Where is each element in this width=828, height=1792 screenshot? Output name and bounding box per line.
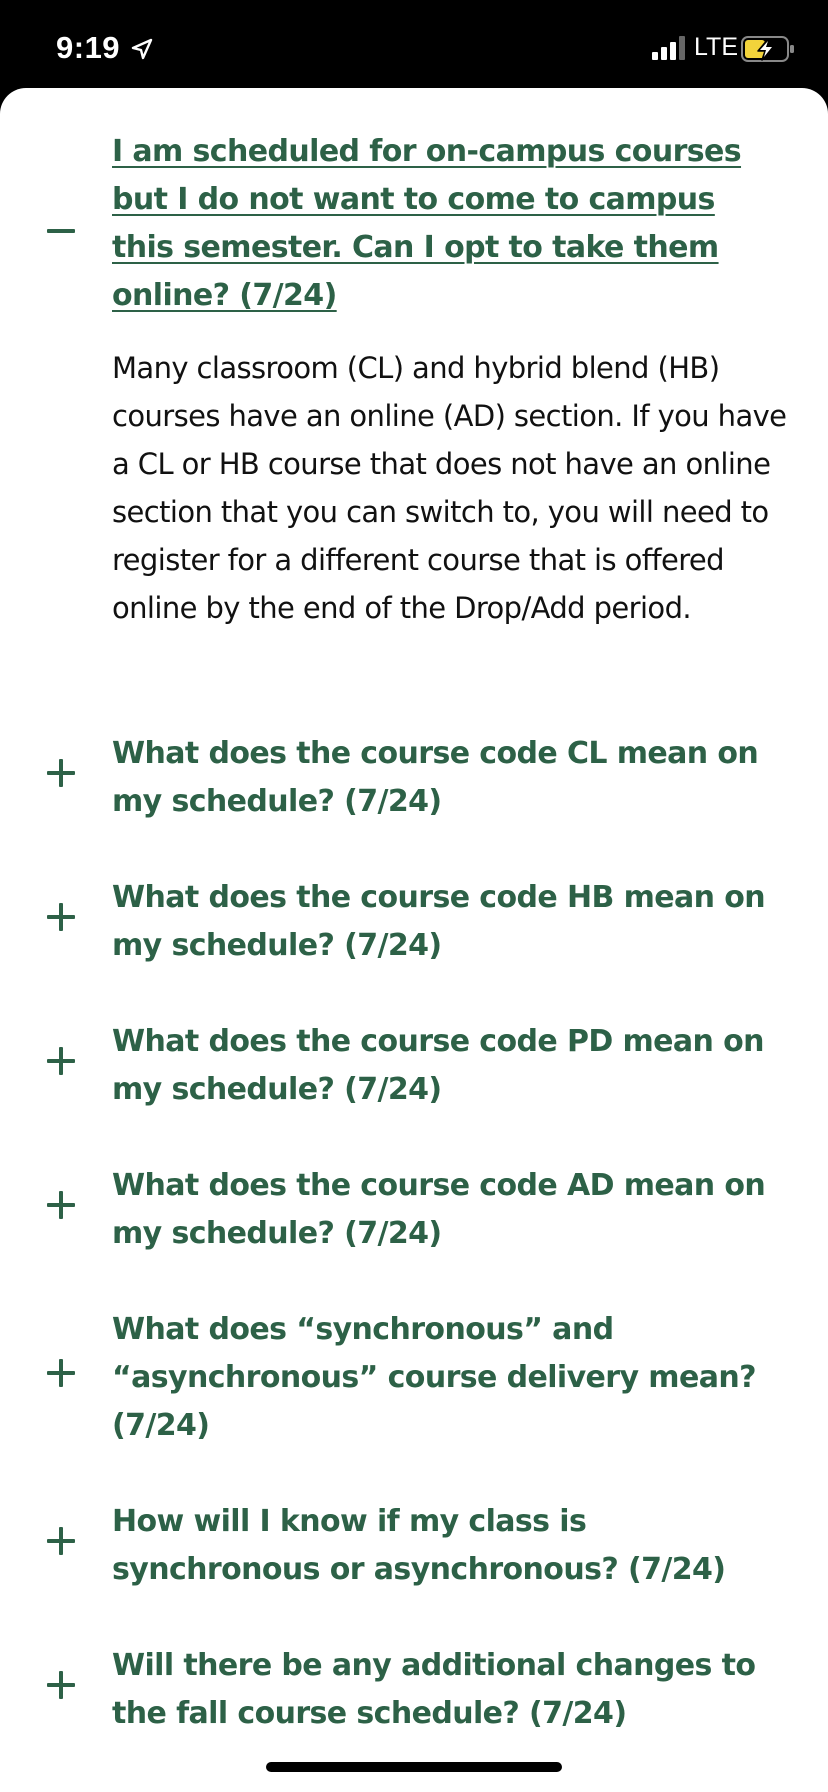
faq-question-link[interactable]: What does the course code PD mean on my schedule? (7/24) [112,1024,764,1107]
faq-question-link[interactable]: What does “synchronous” and “asynchronous” course delivery mean? (7/24) [112,1312,756,1443]
status-time: 9:19 [56,30,121,65]
cellular-signal-icon [652,36,686,60]
faq-question-link[interactable]: I am scheduled for on-campus courses but I do not want to come to campus this semester. Can I opt to take them online? (7/24) [112,134,742,313]
plus-icon[interactable] [44,1044,78,1078]
network-type-label: LTE [694,33,738,61]
minus-icon[interactable] [44,214,78,248]
faq-sheet [0,88,828,1792]
plus-icon[interactable] [44,900,78,934]
status-bar [0,0,828,88]
plus-icon[interactable] [44,1188,78,1222]
faq-question-link[interactable]: What does the course code AD mean on my schedule? (7/24) [112,1168,766,1251]
plus-icon[interactable] [44,1356,78,1390]
battery-charging-icon [741,35,795,63]
home-indicator[interactable] [266,1762,562,1772]
faq-question-link[interactable]: Will there be any additional changes to the fall course schedule? (7/24) [112,1648,756,1731]
location-arrow-icon [131,38,153,60]
plus-icon[interactable] [44,756,78,790]
faq-question-link[interactable]: How will I know if my class is synchronous or asynchronous? (7/24) [112,1504,726,1587]
plus-icon[interactable] [44,1668,78,1702]
faq-answer: Many classroom (CL) and hybrid blend (HB) courses have an online (AD) section. If you have a CL or HB course that does not have an online section that you can switch to, you will need to register for a different course that is offered online by the end of the Drop/Add period. [112,351,787,625]
plus-icon[interactable] [44,1524,78,1558]
faq-question-link[interactable]: What does the course code CL mean on my schedule? (7/24) [112,736,759,819]
faq-question-link[interactable]: What does the course code HB mean on my schedule? (7/24) [112,880,765,963]
